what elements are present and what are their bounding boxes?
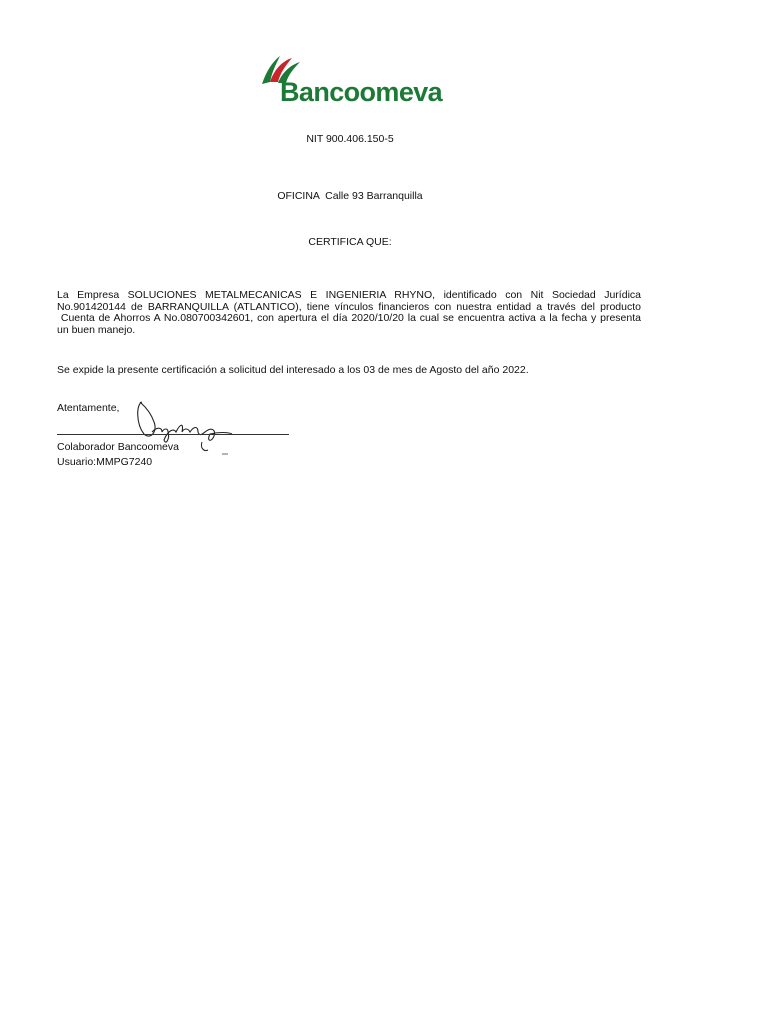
salutation: Atentamente,	[57, 402, 120, 414]
signer-user-id: Usuario:MMPG7240	[57, 456, 153, 468]
logo-wordmark: Bancoomeva	[280, 77, 443, 107]
body-line-2: No.901420144 de BARRANQUILLA (ATLANTICO), tiene vínculos financieros con nuestra entidad a través del producto	[57, 300, 641, 313]
office-line: OFICINA Calle 93 Barranquilla	[277, 190, 423, 202]
bancoomeva-logo	[258, 52, 444, 110]
body-line-3: Cuenta de Ahorros A No.080700342601, con apertura el día 2020/10/20 la cual se encuentra activa a la fecha y presenta	[57, 312, 641, 325]
certification-body	[57, 290, 641, 336]
signer-title: Colaborador Bancoomeva	[57, 441, 179, 453]
body-line-1: La Empresa SOLUCIONES METALMECANICAS E INGENIERIA RHYNO, identificado con Nit Sociedad Jurídica	[57, 289, 641, 301]
body-line-4: un buen manejo.	[57, 323, 136, 336]
nit-number: NIT 900.406.150-5	[306, 133, 394, 145]
issue-statement: Se expide la presente certificación a solicitud del interesado a los 03 de mes de Agosto del año 2022.	[57, 364, 529, 376]
certify-heading: CERTIFICA QUE:	[308, 236, 392, 248]
signature-line	[57, 434, 289, 435]
